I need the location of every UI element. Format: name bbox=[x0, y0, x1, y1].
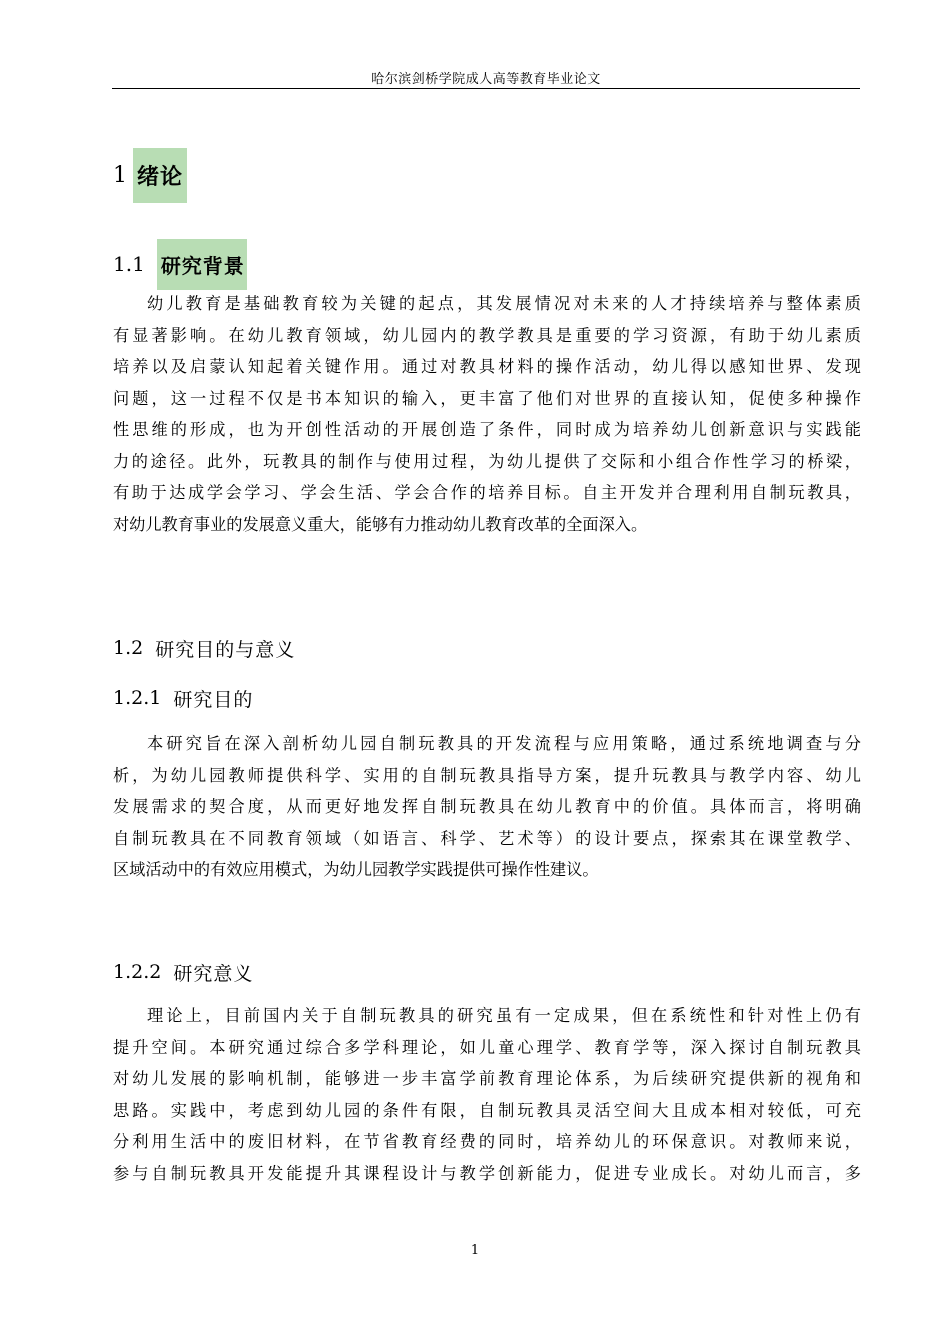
paragraph-line: 幼儿教育是基础教育较为关键的起点，其发展情况对未来的人才持续培养与整体素质 bbox=[147, 294, 861, 313]
section-1-2-number: 1.2 bbox=[113, 637, 144, 659]
section-1-1-number: 1.1 bbox=[113, 252, 145, 276]
section-1-2-1-number: 1.2.1 bbox=[113, 687, 162, 709]
chapter-heading bbox=[113, 150, 187, 200]
paragraph-line: 本研究旨在深入剖析幼儿园自制玩教具的开发流程与应用策略，通过系统地调查与分 bbox=[147, 734, 861, 753]
paragraph-line: 自制玩教具在不同教育领域（如语言、科学、艺术等）的设计要点，探索其在课堂教学、 bbox=[113, 828, 861, 848]
section-1-2-1-title: 研究目的 bbox=[173, 688, 254, 711]
paragraph-line: 区域活动中的有效应用模式，为幼儿园教学实践提供可操作性建议。 bbox=[113, 860, 599, 879]
section-1-1-heading bbox=[113, 240, 247, 288]
paragraph-line: 问题，这一过程不仅是书本知识的输入，更丰富了他们对世界的直接认知，促使多种操作 bbox=[113, 388, 861, 408]
paragraph-line: 力的途径。此外，玩教具的制作与使用过程，为幼儿提供了交际和小组合作性学习的桥梁， bbox=[113, 451, 861, 471]
page-header: 哈尔滨剑桥学院成人高等教育毕业论文 bbox=[371, 72, 601, 87]
paragraph-line: 析，为幼儿园教师提供科学、实用的自制玩教具指导方案，提升玩教具与教学内容、幼儿 bbox=[113, 765, 861, 785]
paragraph-line: 思路。实践中，考虑到幼儿园的条件有限，自制玩教具灵活空间大且成本相对较低，可充 bbox=[113, 1100, 861, 1120]
paragraph-line: 提升空间。本研究通过综合多学科理论，如儿童心理学、教育学等，深入探讨自制玩教具 bbox=[113, 1037, 861, 1057]
section-1-2-2-heading bbox=[113, 956, 253, 988]
chapter-title: 绪论 bbox=[133, 148, 187, 203]
page-number: 1 bbox=[470, 1243, 480, 1258]
paragraph-line: 性思维的形成，也为开创性活动的开展创造了条件，同时成为培养幼儿创新意识与实践能 bbox=[113, 420, 861, 439]
section-1-2-2-paragraph bbox=[113, 1000, 861, 1189]
paragraph-line: 有显著影响。在幼儿教育领域，幼儿园内的教学教具是重要的学习资源，有助于幼儿素质 bbox=[113, 325, 861, 345]
section-1-2-1-heading bbox=[113, 682, 253, 714]
header-rule bbox=[112, 88, 860, 89]
section-1-2-heading bbox=[113, 632, 295, 664]
section-1-2-1-paragraph bbox=[113, 728, 861, 886]
section-1-2-title: 研究目的与意义 bbox=[155, 638, 296, 661]
paragraph-line: 对幼儿发展的影响机制，能够进一步丰富学前教育理论体系，为后续研究提供新的视角和 bbox=[113, 1069, 861, 1088]
paragraph-line: 参与自制玩教具开发能提升其课程设计与教学创新能力，促进专业成长。对幼儿而言，多 bbox=[113, 1163, 861, 1183]
paragraph-line: 发展需求的契合度，从而更好地发挥自制玩教具在幼儿教育中的价值。具体而言，将明确 bbox=[113, 797, 861, 816]
chapter-number: 1 bbox=[113, 162, 127, 188]
section-1-2-2-number: 1.2.2 bbox=[113, 961, 162, 983]
section-1-2-2-title: 研究意义 bbox=[173, 962, 254, 985]
section-1-1-paragraph bbox=[113, 288, 861, 540]
paragraph-line: 分利用生活中的废旧材料，在节省教育经费的同时，培养幼儿的环保意识。对教师来说， bbox=[113, 1132, 861, 1151]
paragraph-line: 理论上，目前国内关于自制玩教具的研究虽有一定成果，但在系统性和针对性上仍有 bbox=[147, 1006, 861, 1025]
paragraph-line: 有助于达成学会学习、学会生活、学会合作的培养目标。自主开发并合理利用自制玩教具， bbox=[113, 483, 861, 502]
paragraph-line: 对幼儿教育事业的发展意义重大，能够有力推动幼儿教育改革的全面深入。 bbox=[113, 514, 648, 534]
paragraph-line: 培养以及启蒙认知起着关键作用。通过对教具材料的操作活动，幼儿得以感知世界、发现 bbox=[113, 357, 861, 376]
section-1-1-title: 研究背景 bbox=[157, 239, 247, 290]
